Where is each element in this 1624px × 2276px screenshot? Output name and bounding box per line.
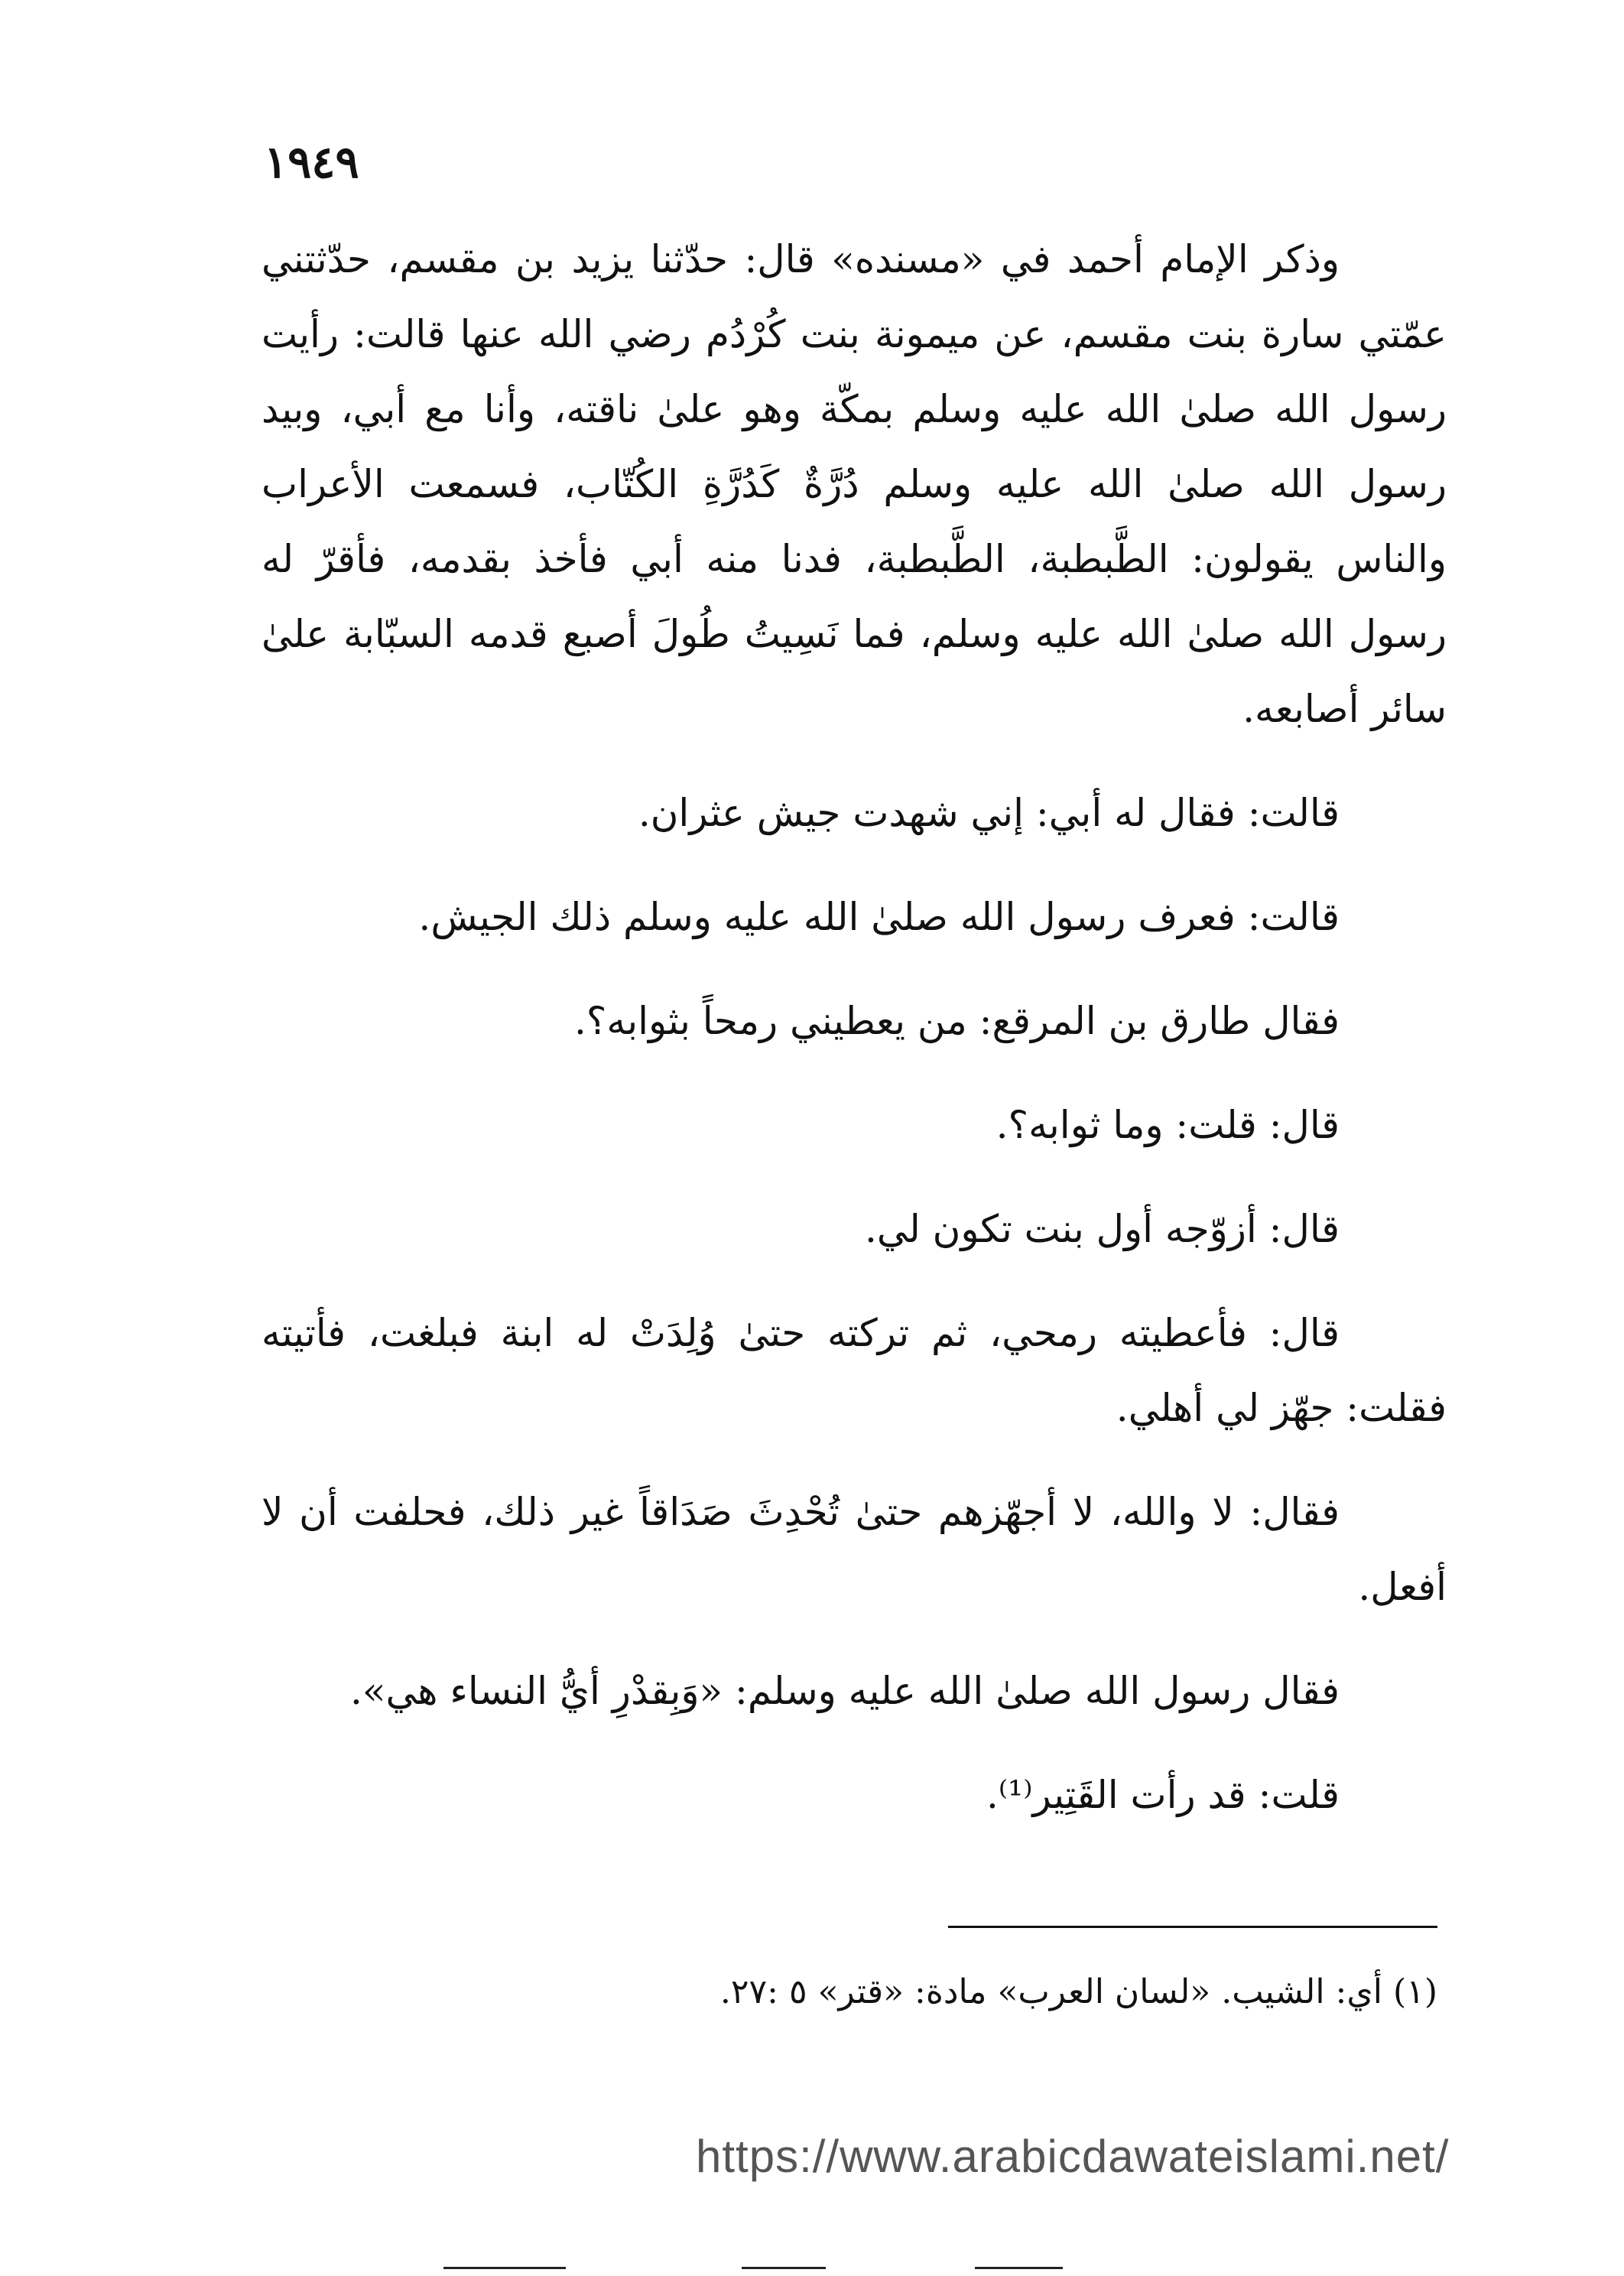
paragraph-1: قالت: فقال له أبي: إني شهدت جيش عثران. [638,791,1340,835]
paragraph-2: قالت: فعرف رسول الله صلىٰ الله عليه وسلم ذلك الجيش. [418,895,1340,939]
paragraph-6: قال: فأعطيته رمحي، ثم تركته حتىٰ وُلِدَتْ له ابنة فبلغت، فأتيته فقلت: جهّز لي أهلي. [261,1311,1447,1430]
paragraph-8: فقال رسول الله صلىٰ الله عليه وسلم: «وَبِقدْرِ أيُّ النساء هي». [350,1669,1340,1713]
scan-mark [443,2267,566,2269]
watermark-url: https://www.arabicdawateislami.net/ [696,2131,1450,2182]
main-text [261,222,1447,1832]
scan-mark [742,2267,826,2269]
scan-edge-marks [0,2267,1624,2270]
paragraph-5: قال: أزوّجه أول بنت تكون لي. [864,1207,1340,1251]
footnote: (١) أي: الشيب. «لسان العرب» مادة: «قتر» ٥ :٢٧. [719,1972,1437,2011]
footnote-divider [948,1926,1437,1928]
page-number: ١٩٤٩ [264,136,359,188]
paragraph-3: فقال طارق بن المرقع: من يعطيني رمحاً بثوابه؟. [573,999,1340,1043]
scan-mark [975,2267,1063,2269]
paragraph-narration: وذكر الإمام أحمد في «مسنده» قال: حدّثنا يزيد بن مقسم، حدّثتني عمّتي سارة بنت مقسم، عن ميمونة بنت كُرْدُم رضي الله عنها قالت: رأيت رسول الله صلىٰ الله عليه وسلم بمكّة وهو علىٰ ناقته، وأنا مع أبي، وبيد رسول الله صلىٰ الله عليه وسلم دُرَّةٌ كَدُرَّةِ الكُتّاب، فسمعت الأعراب والناس يقولون: الطَّبطبة، الطَّبطبة، فدنا منه أبي فأخذ بقدمه، فأقرّ له رسول الله صلىٰ الله عليه وسلم، فما نَسِيتُ طُولَ أصبع قدمه السبّابة علىٰ سائر أصابعه. [261,237,1447,731]
paragraph-7: فقال: لا والله، لا أجهّزهم حتىٰ تُحْدِثَ صَدَاقاً غير ذلك، فحلفت أن لا أفعل. [261,1490,1447,1609]
paragraph-4: قال: قلت: وما ثوابه؟. [996,1103,1340,1147]
paragraph-9: قلت: قد رأت القَتِير⁽¹⁾. [986,1773,1340,1817]
